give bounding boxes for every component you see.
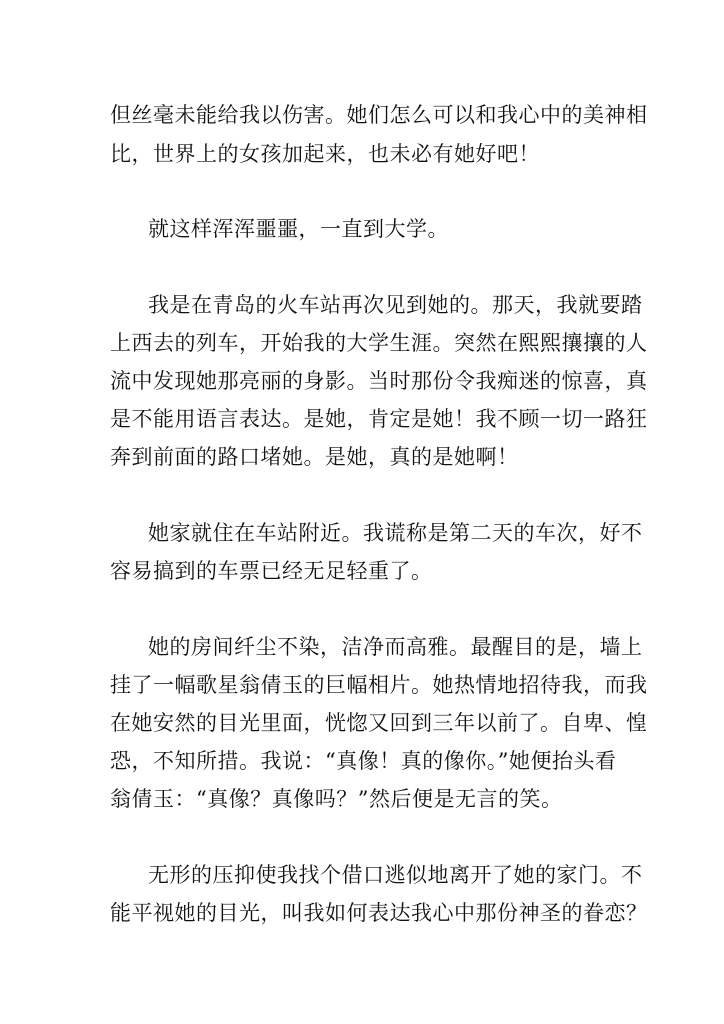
paragraph-3-line-3: 流中发现她那亮丽的身影。当时那份令我痴迷的惊喜，真 (110, 369, 648, 393)
paragraph-5-line-5: 翁倩玉：“真像？真像吗？”然后便是无言的笑。 (110, 787, 563, 811)
paragraph-1-line-1: 但丝毫未能给我以伤害。她们怎么可以和我心中的美神相 (110, 103, 648, 127)
paragraph-5-line-1: 她的房间纤尘不染，洁净而高雅。最醒目的是，墙上 (148, 635, 643, 659)
paragraph-4-line-1: 她家就住在车站附近。我谎称是第二天的车次，好不 (148, 521, 643, 545)
paragraph-2-line-1: 就这样浑浑噩噩，一直到大学。 (148, 217, 449, 241)
paragraph-3-line-4: 是不能用语言表达。是她，肯定是她！我不顾一切一路狂 (110, 407, 648, 431)
paragraph-3-line-2: 上西去的列车，开始我的大学生涯。突然在熙熙攘攘的人 (110, 331, 648, 355)
paragraph-1-line-2: 比，世界上的女孩加起来，也未必有她好吧！ (110, 142, 540, 166)
paragraph-6-line-2: 能平视她的目光，叫我如何表达我心中那份神圣的眷恋？ (110, 901, 648, 925)
paragraph-4-line-2: 容易搞到的车票已经无足轻重了。 (110, 559, 433, 583)
paragraph-5-line-4: 恐，不知所措。我说：“真像！真的像你。”她便抬头看 (110, 749, 617, 773)
paragraph-5-line-3: 在她安然的目光里面，恍惚又回到三年以前了。自卑、惶 (110, 711, 648, 735)
paragraph-5-line-2: 挂了一幅歌星翁倩玉的巨幅相片。她热情地招待我，而我 (110, 673, 648, 697)
paragraph-6-line-1: 无形的压抑使我找个借口逃似地离开了她的家门。不 (148, 863, 643, 887)
paragraph-3-line-5: 奔到前面的路口堵她。是她，真的是她啊！ (110, 445, 519, 469)
paragraph-3-line-1: 我是在青岛的火车站再次见到她的。那天，我就要踏 (148, 293, 643, 317)
